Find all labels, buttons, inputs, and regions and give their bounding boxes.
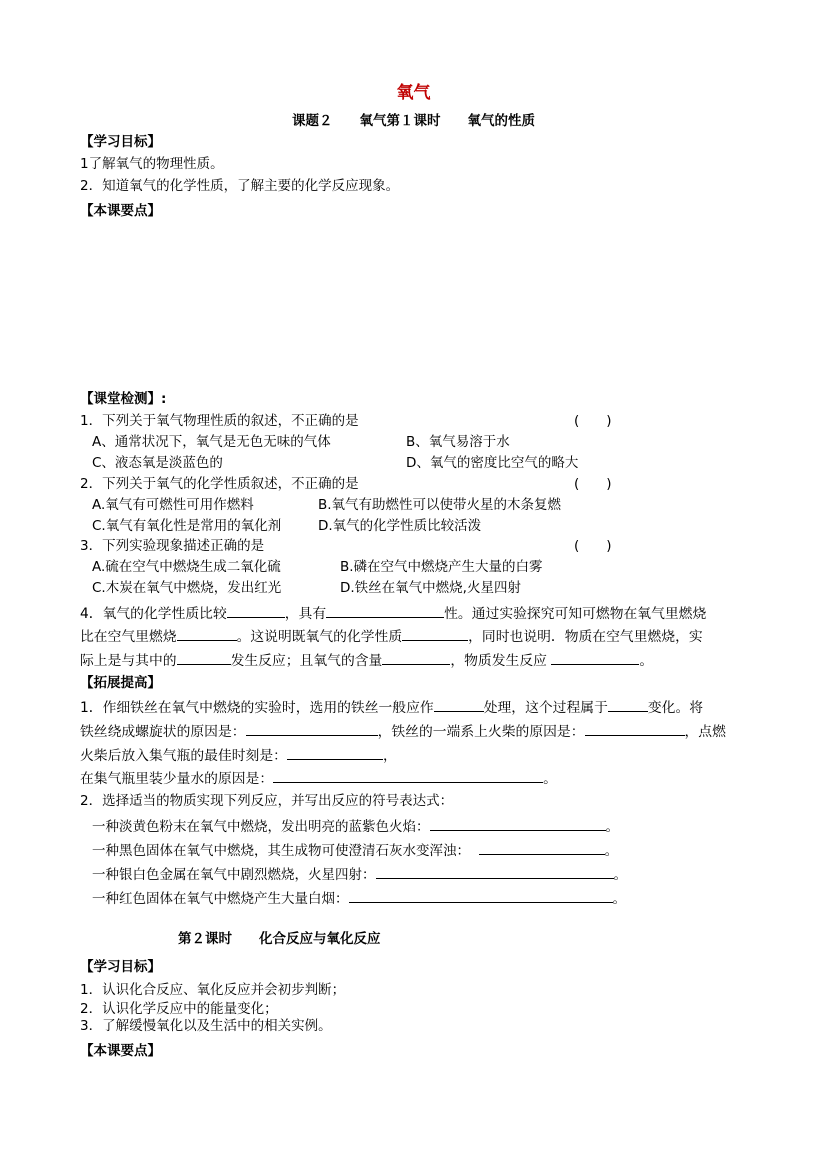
answer-blank[interactable] <box>551 650 639 665</box>
goal-item: 1了解氧气的物理性质。 <box>80 156 224 172</box>
answer-blank[interactable] <box>402 626 468 641</box>
question-1-stem: 1．下列关于氧气物理性质的叙述，不正确的是 <box>80 413 359 429</box>
extension-q1-line-4: 在集气瓶里装少量水的原因是： 。 <box>80 768 557 788</box>
extension-q2-stem: 2．选择适当的物质实现下列反应，并写出反应的符号表达式： <box>80 793 454 809</box>
extension-q1-line-2: 铁丝绕成螺旋状的原因是： ，铁丝的一端系上火柴的原因是： ，点燃 <box>80 721 726 741</box>
lesson-2-goal-item: 2．认识化学反应中的能量变化； <box>80 1001 278 1017</box>
answer-blank[interactable] <box>349 888 613 903</box>
q2-option-d: D.氧气的化学性质比较活泼 <box>318 518 482 534</box>
lesson-2-heading: 第２课时 化合反应与氧化反应 <box>178 931 381 947</box>
q1-option-b: B、氧气易溶于水 <box>406 434 510 450</box>
q3-option-a: A.硫在空气中燃烧生成二氧化硫 <box>92 559 281 575</box>
extension-q1-line-1: 1．作细铁丝在氧气中燃烧的实验时，选用的铁丝一般应作 处理，这个过程属于 变化。将 <box>80 697 703 717</box>
answer-blank[interactable] <box>434 697 484 712</box>
question-3-paren: ( ) <box>574 538 612 554</box>
answer-blank[interactable] <box>430 816 606 831</box>
q1-option-d: D、氧气的密度比空气的略大 <box>406 455 579 471</box>
answer-blank[interactable] <box>608 697 648 712</box>
answer-blank[interactable] <box>273 768 543 783</box>
classroom-heading: 【课堂检测】: <box>80 391 167 407</box>
question-4-line-1: 4．氧气的化学性质比较 ，具有 性。通过实验探究可知可燃物在氧气里燃烧 <box>80 603 706 623</box>
question-4-line-3: 际上是与其中的 发生反应；且氧气的含量 ，物质发生反应 。 <box>80 650 653 670</box>
answer-blank[interactable] <box>246 721 378 736</box>
answer-blank[interactable] <box>585 721 685 736</box>
q1-option-c: C、液态氧是淡蓝色的 <box>92 455 223 471</box>
answer-blank[interactable] <box>326 603 444 618</box>
answer-blank[interactable] <box>382 650 450 665</box>
lesson-2-keypoints-heading: 【本课要点】 <box>80 1043 161 1059</box>
q3-option-d: D.铁丝在氧气中燃烧,火星四射 <box>340 580 521 596</box>
question-4-line-2: 比在空气里燃烧 。这说明既氧气的化学性质 ，同时也说明．物质在空气里燃烧，实 <box>80 626 703 646</box>
q3-option-b: B.磷在空气中燃烧产生大量的白雾 <box>340 559 543 575</box>
answer-blank[interactable] <box>177 650 231 665</box>
lesson-2-goal-item: 3．了解缓慢氧化以及生活中的相关实例。 <box>80 1018 332 1034</box>
page-title: 氧气 <box>396 83 431 103</box>
extension-q1-line-3: 火柴后放入集气瓶的最佳时刻是： ， <box>80 745 397 765</box>
answer-blank[interactable] <box>376 864 614 879</box>
lesson-2-goal-item: 1．认识化合反应、氧化反应并会初步判断； <box>80 982 346 998</box>
answer-blank[interactable] <box>227 603 285 618</box>
answer-blank[interactable] <box>177 626 237 641</box>
question-2-paren: ( ) <box>574 476 612 492</box>
extension-q2-item-1: 一种淡黄色粉末在氧气中燃烧，发出明亮的蓝紫色火焰： 。 <box>92 816 619 836</box>
lesson-2-goals-heading: 【学习目标】 <box>80 959 161 975</box>
q2-option-a: A.氧气有可燃性可用作燃料 <box>92 497 254 513</box>
goals-heading: 【学习目标】 <box>80 134 161 150</box>
extension-q2-item-3: 一种银白色金属在氧气中剧烈燃烧，火星四射： 。 <box>92 864 627 884</box>
keypoints-heading: 【本课要点】 <box>80 203 161 219</box>
question-3-stem: 3．下列实验现象描述正确的是 <box>80 538 265 554</box>
answer-blank[interactable] <box>287 745 383 760</box>
extension-heading: 【拓展提高】 <box>80 675 161 691</box>
extension-q2-item-2: 一种黑色固体在氧气中燃烧，其生成物可使澄清石灰水变浑浊： 。 <box>92 840 618 860</box>
q3-option-c: C.木炭在氧气中燃烧，发出红光 <box>92 580 282 596</box>
question-2-stem: 2．下列关于氧气的化学性质叙述，不正确的是 <box>80 476 359 492</box>
q2-option-b: B.氧气有助燃性可以使带火星的木条复燃 <box>318 497 562 513</box>
answer-blank[interactable] <box>479 840 605 855</box>
goal-item: 2．知道氧气的化学性质，了解主要的化学反应现象。 <box>80 178 400 194</box>
q2-option-c: C.氧气有氧化性是常用的氧化剂 <box>92 518 282 534</box>
question-1-paren: ( ) <box>574 413 612 429</box>
extension-q2-item-4: 一种红色固体在氧气中燃烧产生大量白烟： 。 <box>92 888 626 908</box>
q1-option-a: A、通常状况下，氧气是无色无味的气体 <box>92 434 331 450</box>
lesson-subtitle: 课题２ 氧气第１课时 氧气的性质 <box>292 113 535 129</box>
